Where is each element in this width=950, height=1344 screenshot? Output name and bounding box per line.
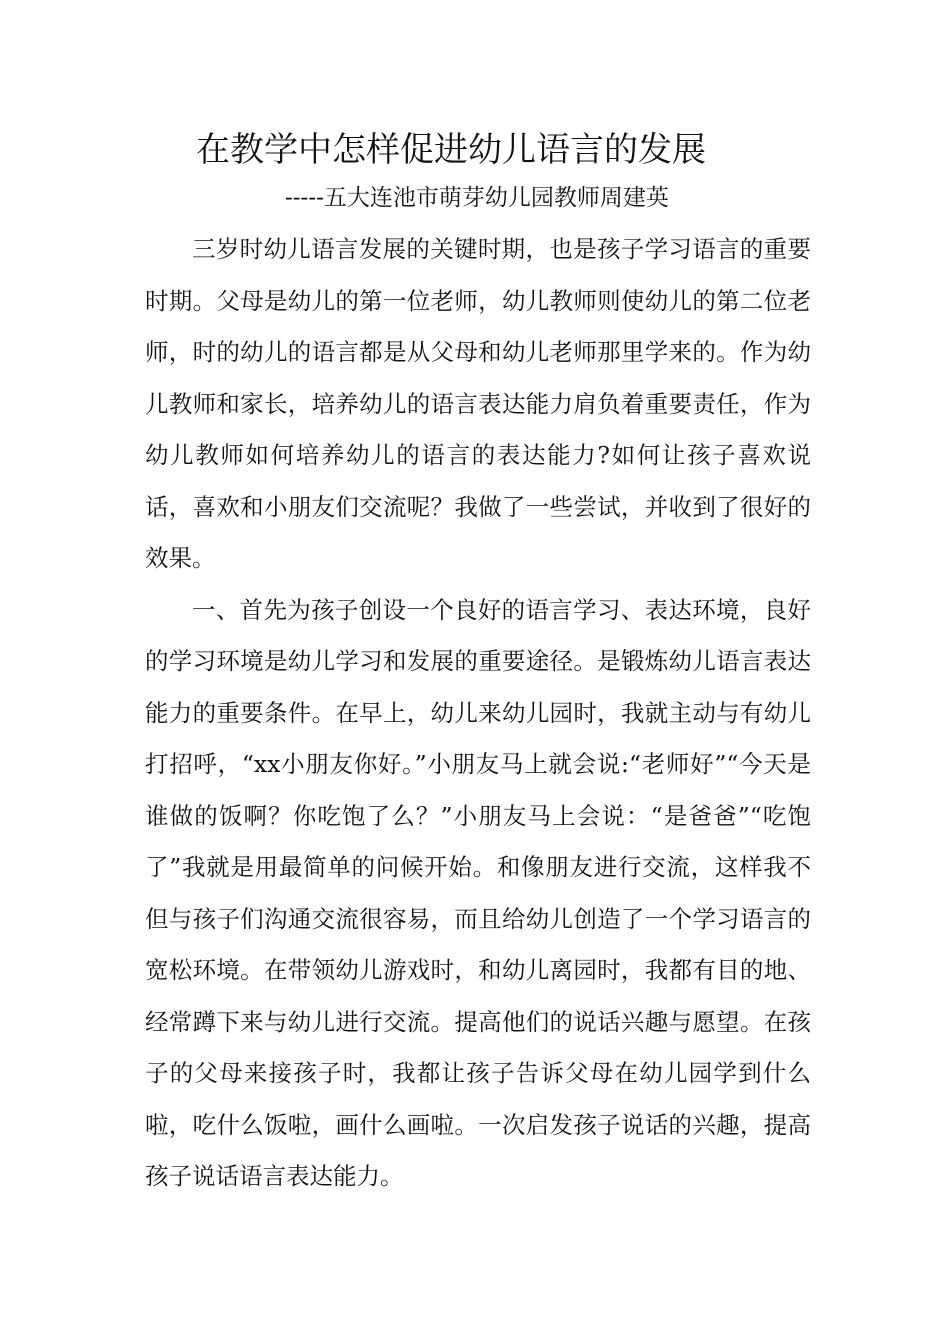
document-title: 在教学中怎样促进幼儿语言的发展 (196, 130, 706, 170)
author-line: -----五大连池市萌芽幼儿园教师周建英 (285, 185, 669, 211)
document-body (145, 224, 811, 1203)
paragraph-section-one: 一、首先为孩子创设一个良好的语言学习、表达环境，良好的学习环境是幼儿学习和发展的重要途径。是锻炼幼儿语言表达能力的重要条件。在早上，幼儿来幼儿园时，我就主动与有幼儿打招呼，“xx小朋友你好。”小朋友马上就会说:“老师好”“今天是谁做的饭啊？你吃饱了么？”小朋友马上会说：“是爸爸”“吃饱了”我就是用最简单的问候开始。和像朋友进行交流，这样我不但与孩子们沟通交流很容易，而且给幼儿创造了一个学习语言的宽松环境。在带领幼儿游戏时，和幼儿离园时，我都有目的地、经常蹲下来与幼儿进行交流。提高他们的说话兴趣与愿望。在孩子的父母来接孩子时，我都让孩子告诉父母在幼儿园学到什么啦，吃什么饭啦，画什么画啦。一次启发孩子说话的兴趣，提高孩子说话语言表达能力。 (145, 595, 811, 1190)
paragraph-intro: 三岁时幼儿语言发展的关键时期，也是孩子学习语言的重要时期。父母是幼儿的第一位老师，幼儿教师则使幼儿的第二位老师，时的幼儿的语言都是从父母和幼儿老师那里学来的。作为幼儿教师和家长，培养幼儿的语言表达能力肩负着重要责任，作为幼儿教师如何培养幼儿的语言的表达能力?如何让孩子喜欢说话，喜欢和小朋友们交流呢？我做了一些尝试，并收到了很好的效果。 (145, 235, 811, 572)
